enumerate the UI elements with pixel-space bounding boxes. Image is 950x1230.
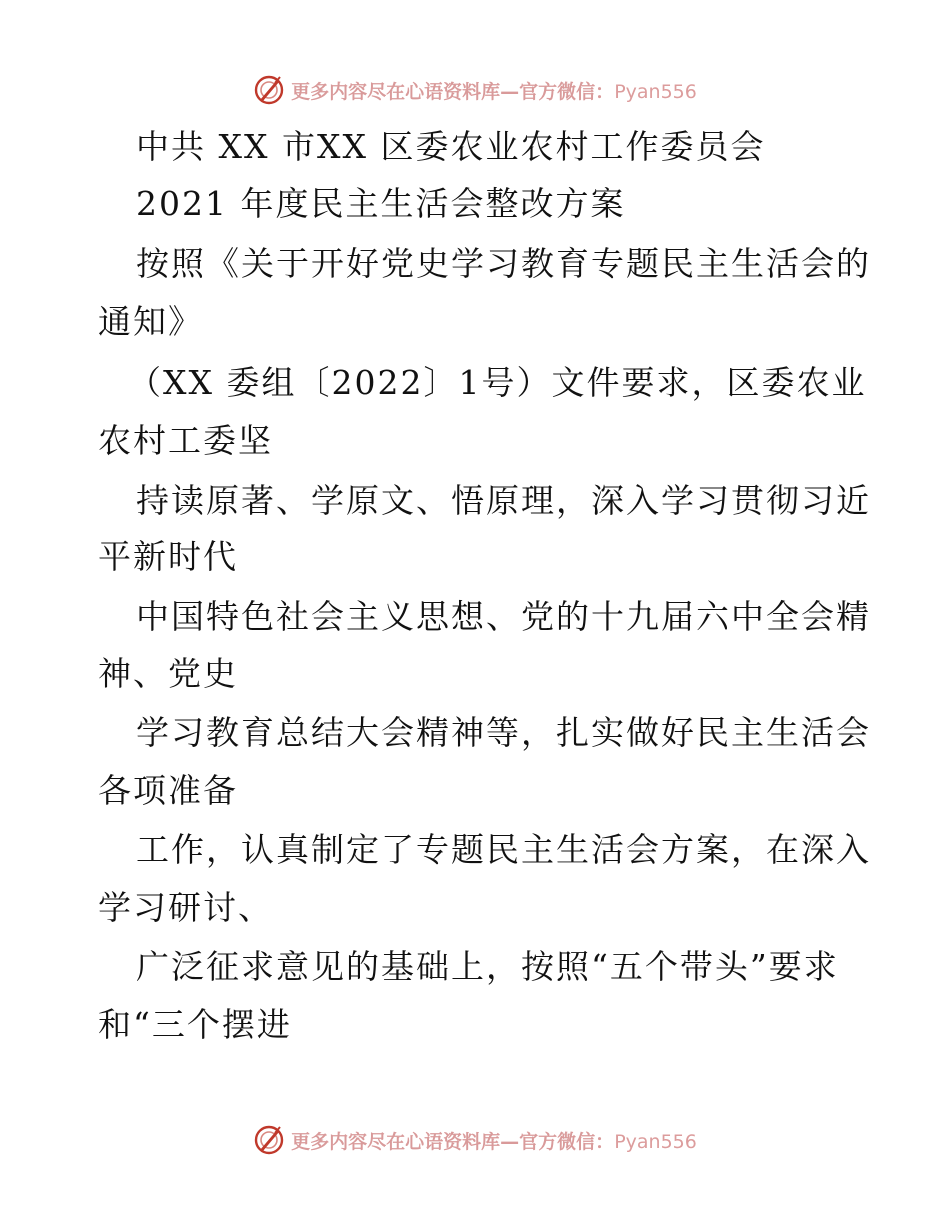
watermark-footer bbox=[0, 1120, 950, 1160]
watermark-id: Pyan556 bbox=[614, 80, 697, 103]
paragraph-line: 平新时代 bbox=[98, 537, 238, 576]
watermark-prefix: 更多内容尽在心语资料库 bbox=[291, 1130, 501, 1153]
watermark-prefix: 更多内容尽在心语资料库 bbox=[291, 80, 501, 103]
paragraph-line: 广泛征求意见的基础上，按照“五个带头”要求 bbox=[136, 947, 839, 986]
paragraph-line: 农村工委坚 bbox=[98, 421, 273, 460]
watermark-suffix: 官方微信： bbox=[519, 1130, 615, 1153]
paragraph-line: （XX 委组〔2022〕1号）文件要求，区委农业 bbox=[128, 363, 867, 402]
quill-logo-icon bbox=[253, 1124, 285, 1156]
paragraph-line: 工作，认真制定了专题民主生活会方案，在深入 bbox=[136, 830, 871, 869]
paragraph-line: 学习教育总结大会精神等，扎实做好民主生活会 bbox=[136, 713, 871, 752]
watermark-dash: — bbox=[500, 1130, 520, 1153]
watermark-text bbox=[291, 1127, 697, 1154]
paragraph-line: 和“三个摆进 bbox=[98, 1005, 292, 1044]
paragraph-line: 按照《关于开好党史学习教育专题民主生活会的 bbox=[136, 244, 871, 283]
doc-title-line-2: 2021 年度民主生活会整改方案 bbox=[136, 184, 626, 223]
paragraph-line: 各项准备 bbox=[98, 771, 238, 810]
paragraph-line: 持读原著、学原文、悟原理，深入学习贯彻习近 bbox=[136, 481, 871, 520]
doc-title-line-1: 中共 XX 市XX 区委农业农村工作委员会 bbox=[136, 127, 766, 166]
paragraph-line: 通知》 bbox=[98, 302, 203, 341]
watermark-dash: — bbox=[500, 80, 520, 103]
watermark-id: Pyan556 bbox=[614, 1130, 697, 1153]
paragraph-line: 学习研讨、 bbox=[98, 888, 273, 927]
paragraph-line: 中国特色社会主义思想、党的十九届六中全会精 bbox=[136, 597, 871, 636]
paragraph-line: 神、党史 bbox=[98, 654, 238, 693]
watermark-suffix: 官方微信： bbox=[519, 80, 615, 103]
